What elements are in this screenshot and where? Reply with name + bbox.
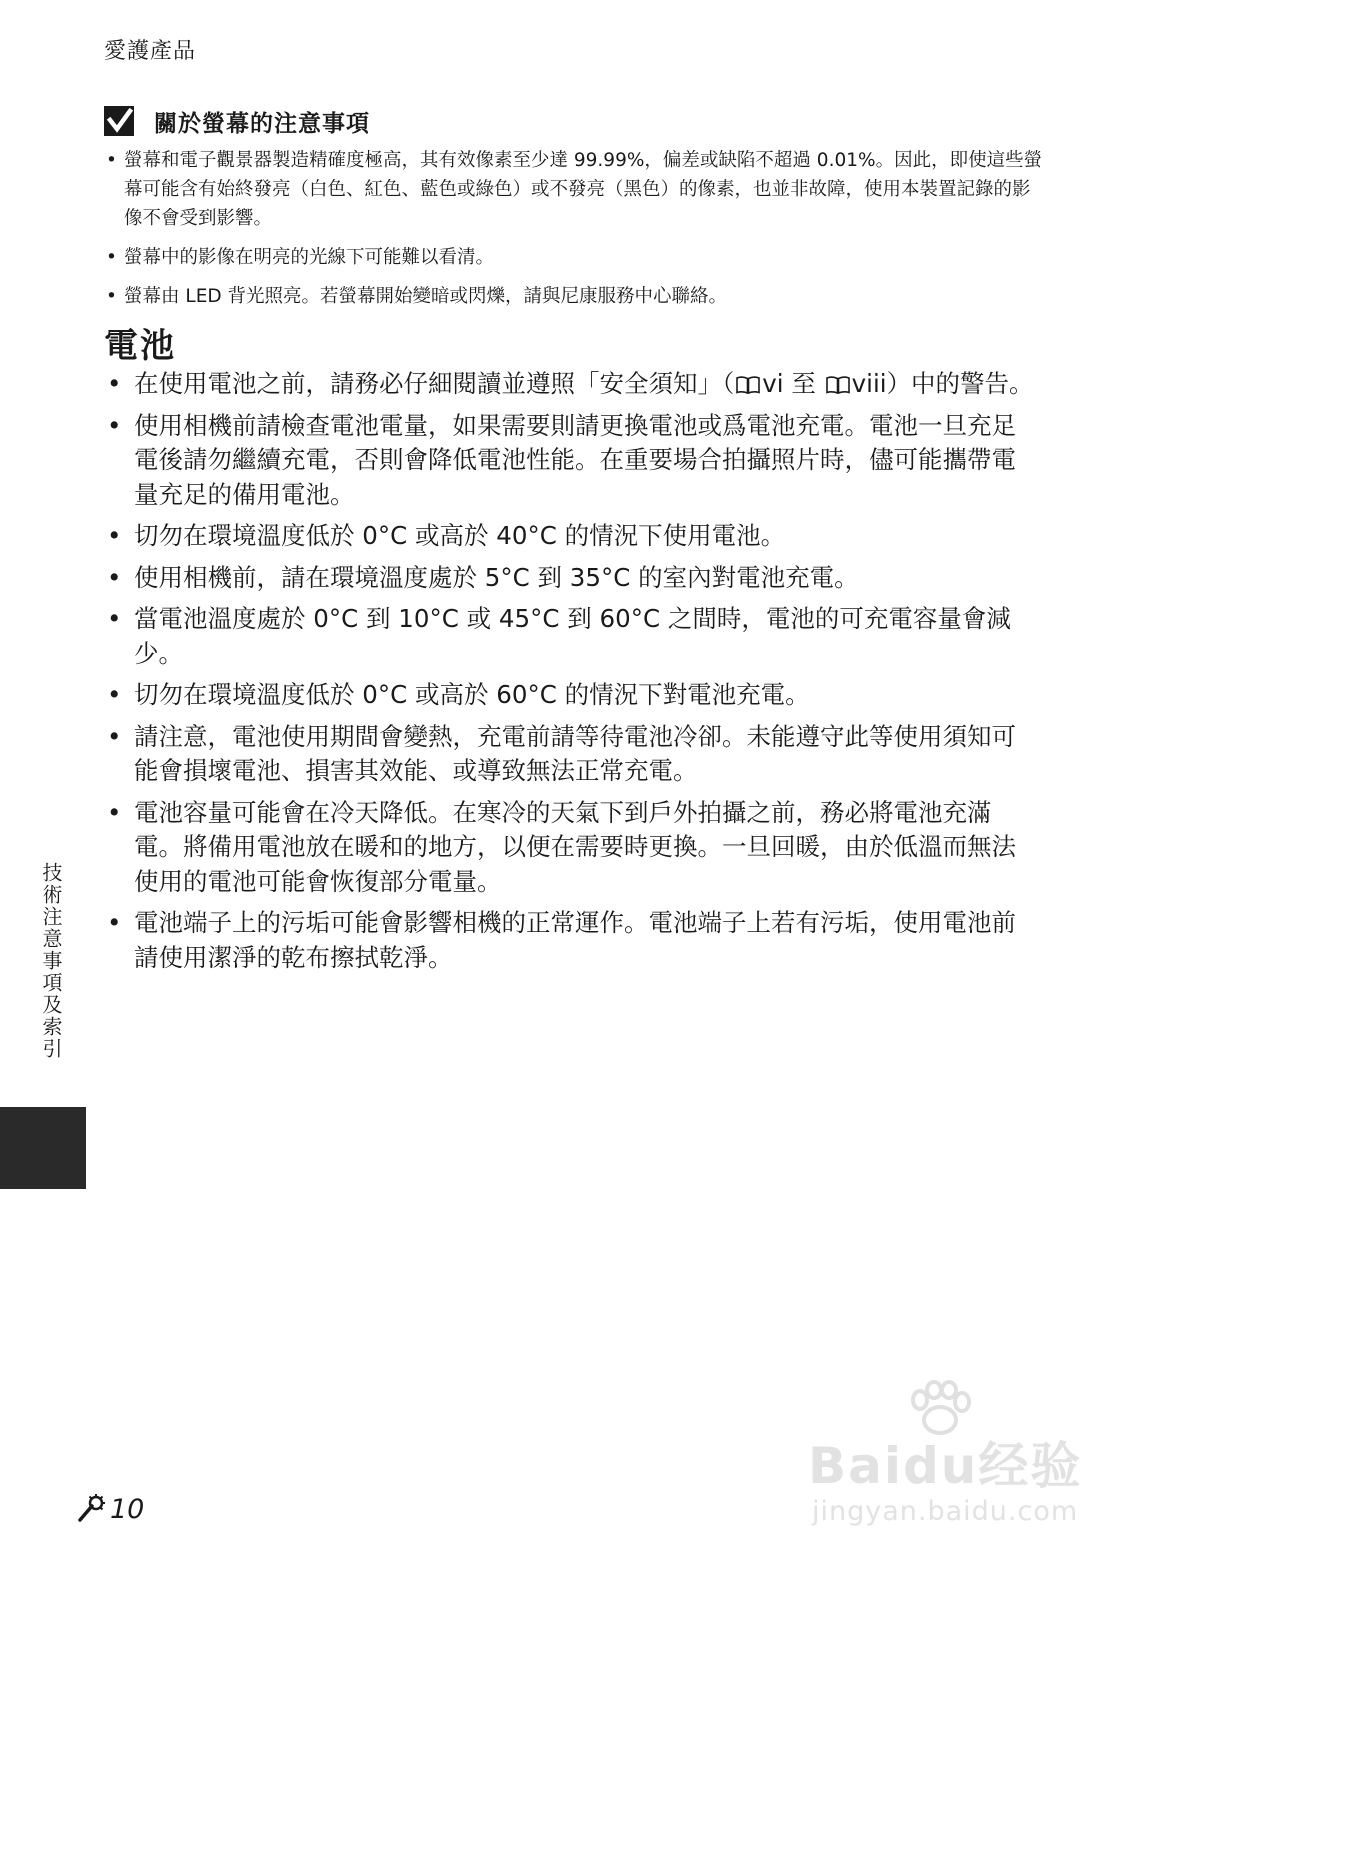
notice-item: • 螢幕中的影像在明亮的光線下可能難以看清。 — [104, 243, 1044, 272]
battery-item: • 請注意，電池使用期間會變熱，充電前請等待電池冷卻。未能遵守此等使用須知可能會損壞電池、損害其效能、或導致無法正常充電。 — [104, 720, 1039, 789]
baidu-watermark-logo: Baidu经验 — [808, 1437, 1083, 1495]
book-reference-icon — [735, 375, 761, 395]
page-number: 10 — [110, 1493, 145, 1525]
battery-item: • 切勿在環境溫度低於 0°C 或高於 60°C 的情況下對電池充電。 — [104, 678, 1039, 713]
book-reference-icon — [825, 375, 851, 395]
battery-item: • 切勿在環境溫度低於 0°C 或高於 40°C 的情況下使用電池。 — [104, 519, 1039, 554]
battery-item — [104, 367, 1039, 402]
battery-item: • 電池容量可能會在冷天降低。在寒冷的天氣下到戶外拍攝之前，務必將電池充滿電。將備用電池放在暖和的地方，以便在需要時更換。一旦回暖，由於低溫而無法使用的電池可能會恢復部分電量。 — [104, 796, 1039, 900]
running-header: 愛護產品 — [104, 39, 197, 64]
battery-item: • 電池端子上的污垢可能會影響相機的正常運作。電池端子上若有污垢，使用電池前請使用潔淨的乾布擦拭乾淨。 — [104, 906, 1039, 975]
section-heading-battery: 電池 — [104, 326, 176, 366]
battery-item-text: 在使用電池之前，請務必仔細閱讀並遵照「安全須知」（ — [134, 369, 735, 398]
page-footer — [76, 1494, 144, 1524]
battery-item: • 使用相機前請檢查電池電量，如果需要則請更換電池或爲電池充電。電池一旦充足電後請勿繼續充電，否則會降低電池性能。在重要場合拍攝照片時，儘可能攜帶電量充足的備用電池。 — [104, 409, 1039, 513]
battery-list — [104, 367, 1039, 982]
battery-item-text: ）中的警告。 — [886, 369, 1034, 398]
section-index-label: 技術注意事項及索引 — [39, 862, 63, 1060]
checkbox-check-icon — [104, 106, 134, 136]
notice-item: • 螢幕由 LED 背光照亮。若螢幕開始變暗或閃爍，請與尼康服務中心聯絡。 — [104, 282, 1044, 311]
notice-list — [104, 146, 1044, 321]
technical-notes-icon — [76, 1494, 108, 1524]
notice-title: 關於螢幕的注意事項 — [154, 110, 370, 137]
page-reference-link[interactable]: vi — [762, 369, 784, 398]
notice-title-row — [104, 105, 370, 137]
battery-item-text: 至 — [783, 369, 824, 398]
section-index-tab — [0, 1107, 86, 1189]
baidu-watermark-url: jingyan.baidu.com — [812, 1496, 1079, 1527]
notice-item: • 螢幕和電子觀景器製造精確度極高，其有效像素至少達 99.99%，偏差或缺陷不超過 0.01%。因此，即使這些螢幕可能含有始終發亮（白色、紅色、藍色或綠色）或不發亮（黑色）的像素，也並非故障，使用本裝置記錄的影像不會受到影響。 — [104, 146, 1044, 233]
battery-item: • 使用相機前，請在環境溫度處於 5°C 到 35°C 的室內對電池充電。 — [104, 561, 1039, 596]
battery-item: • 當電池溫度處於 0°C 到 10°C 或 45°C 到 60°C 之間時，電池的可充電容量會減少。 — [104, 602, 1039, 671]
page-reference-link[interactable]: viii — [851, 369, 887, 398]
